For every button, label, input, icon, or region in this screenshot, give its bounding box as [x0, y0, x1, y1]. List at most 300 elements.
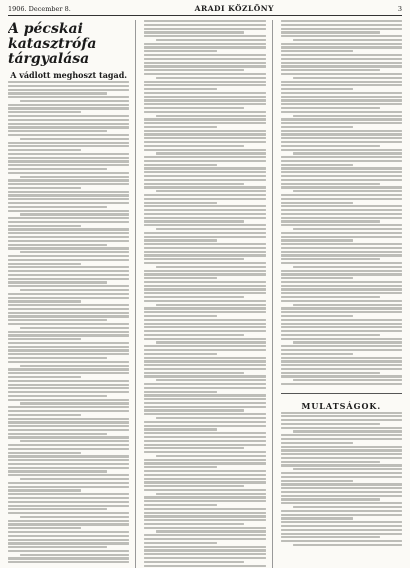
text-line-placeholder	[156, 379, 265, 381]
text-line-placeholder	[8, 240, 129, 242]
text-line-placeholder	[144, 107, 243, 109]
text-line-placeholder	[281, 145, 380, 147]
text-line-placeholder	[144, 330, 265, 332]
text-line-placeholder	[281, 171, 402, 173]
text-line-placeholder	[156, 115, 265, 117]
text-line-placeholder	[144, 186, 265, 188]
text-line-placeholder	[8, 297, 129, 299]
text-line-placeholder	[144, 508, 265, 510]
text-line-placeholder	[144, 364, 265, 366]
text-line-placeholder	[8, 338, 81, 340]
text-line-placeholder	[281, 183, 380, 185]
text-line-placeholder	[281, 525, 402, 527]
text-line-placeholder	[281, 521, 402, 523]
text-line-placeholder	[144, 194, 265, 196]
text-line-placeholder	[144, 81, 265, 83]
text-line-placeholder	[8, 406, 129, 408]
text-line-placeholder	[8, 334, 129, 336]
text-line-placeholder	[8, 92, 107, 94]
text-line-placeholder	[144, 413, 265, 415]
text-line-placeholder	[281, 236, 402, 238]
text-line-placeholder	[293, 430, 402, 432]
text-line-placeholder	[144, 46, 265, 48]
text-line-placeholder	[144, 213, 265, 215]
text-line-placeholder	[144, 31, 243, 33]
text-line-placeholder	[144, 292, 265, 294]
text-line-placeholder	[8, 221, 129, 223]
text-line-placeholder	[144, 118, 265, 120]
text-line-placeholder	[281, 92, 402, 94]
text-line-placeholder	[144, 478, 265, 480]
text-line-placeholder	[144, 444, 265, 446]
text-line-placeholder	[281, 319, 402, 321]
text-line-placeholder	[144, 96, 265, 98]
text-line-placeholder	[8, 539, 129, 541]
text-line-placeholder	[281, 476, 402, 478]
text-line-placeholder	[8, 376, 81, 378]
text-line-placeholder	[8, 489, 81, 491]
text-line-placeholder	[144, 35, 265, 37]
text-line-placeholder	[281, 164, 354, 166]
text-line-placeholder	[281, 62, 402, 64]
text-line-placeholder	[144, 270, 265, 272]
text-line-placeholder	[144, 285, 265, 287]
text-line-placeholder	[8, 217, 129, 219]
text-line-placeholder	[281, 133, 402, 135]
text-line-placeholder	[8, 96, 129, 98]
text-line-placeholder	[8, 414, 81, 416]
text-line-placeholder	[281, 498, 380, 500]
text-line-placeholder	[8, 531, 129, 533]
text-line-placeholder	[281, 262, 402, 264]
text-line-placeholder	[144, 156, 265, 158]
text-line-placeholder	[8, 346, 129, 348]
text-line-placeholder	[8, 410, 129, 412]
text-line-placeholder	[8, 505, 129, 507]
text-line-placeholder	[281, 258, 380, 260]
text-line-placeholder	[8, 452, 81, 454]
text-line-placeholder	[20, 478, 129, 480]
text-line-placeholder	[293, 152, 402, 154]
issue-date: 1906. December 8.	[8, 5, 71, 13]
text-line-placeholder	[8, 448, 129, 450]
text-line-placeholder	[281, 273, 402, 275]
text-line-placeholder	[281, 510, 402, 512]
text-line-placeholder	[8, 228, 129, 230]
text-line-placeholder	[281, 186, 402, 188]
text-line-placeholder	[281, 88, 354, 90]
text-line-placeholder	[8, 312, 129, 314]
text-line-placeholder	[281, 46, 402, 48]
text-line-placeholder	[8, 486, 129, 488]
text-line-placeholder	[8, 266, 129, 268]
text-line-placeholder	[144, 133, 265, 135]
text-line-placeholder	[144, 357, 265, 359]
text-line-placeholder	[281, 296, 380, 298]
text-line-placeholder	[144, 288, 265, 290]
text-line-placeholder	[8, 164, 129, 166]
text-line-placeholder	[281, 315, 354, 317]
text-line-placeholder	[8, 387, 129, 389]
text-line-placeholder	[281, 126, 354, 128]
text-line-placeholder	[8, 210, 129, 212]
text-line-placeholder	[8, 130, 107, 132]
text-line-placeholder	[281, 517, 354, 519]
text-line-placeholder	[8, 357, 107, 359]
text-line-placeholder	[144, 296, 243, 298]
text-line-placeholder	[281, 35, 402, 37]
text-line-placeholder	[8, 126, 129, 128]
text-line-placeholder	[144, 50, 217, 52]
text-line-placeholder	[144, 220, 243, 222]
text-line-placeholder	[20, 402, 129, 404]
text-line-placeholder	[8, 179, 129, 181]
text-line-placeholder	[8, 399, 129, 401]
text-line-placeholder	[281, 107, 380, 109]
text-line-placeholder	[281, 130, 402, 132]
text-line-placeholder	[144, 485, 243, 487]
text-line-placeholder	[8, 81, 129, 83]
text-line-placeholder	[144, 141, 265, 143]
text-line-placeholder	[144, 375, 265, 377]
text-line-placeholder	[8, 232, 129, 234]
text-line-placeholder	[8, 561, 129, 563]
text-line-placeholder	[8, 134, 129, 136]
text-line-placeholder	[144, 88, 217, 90]
text-line-placeholder	[144, 496, 265, 498]
text-line-placeholder	[8, 172, 129, 174]
text-line-placeholder	[281, 277, 354, 279]
text-line-placeholder	[281, 442, 354, 444]
text-line-placeholder	[144, 54, 265, 56]
text-line-placeholder	[281, 457, 402, 459]
text-line-placeholder	[8, 247, 129, 249]
text-line-placeholder	[281, 415, 402, 417]
text-line-placeholder	[281, 160, 402, 162]
text-line-placeholder	[8, 111, 81, 113]
text-line-placeholder	[144, 466, 217, 468]
text-line-placeholder	[281, 270, 402, 272]
text-line-placeholder	[8, 107, 129, 109]
text-line-placeholder	[144, 387, 265, 389]
text-line-placeholder	[281, 412, 402, 414]
masthead	[8, 4, 402, 16]
text-line-placeholder	[20, 138, 129, 140]
text-line-placeholder	[8, 160, 129, 162]
text-line-placeholder	[144, 254, 265, 256]
text-line-placeholder	[20, 289, 129, 291]
text-line-placeholder	[281, 254, 402, 256]
text-line-placeholder	[144, 137, 265, 139]
text-line-placeholder	[281, 137, 402, 139]
text-line-placeholder	[144, 334, 243, 336]
text-line-placeholder	[8, 119, 129, 121]
text-line-placeholder	[20, 176, 129, 178]
text-line-placeholder	[8, 259, 129, 261]
text-line-placeholder	[281, 288, 402, 290]
text-line-placeholder	[144, 436, 265, 438]
text-line-placeholder	[293, 228, 402, 230]
text-line-placeholder	[281, 202, 354, 204]
text-line-placeholder	[8, 429, 129, 431]
text-line-placeholder	[144, 470, 265, 472]
text-line-placeholder	[20, 440, 129, 442]
text-line-placeholder	[281, 111, 402, 113]
text-line-placeholder	[281, 149, 402, 151]
text-line-placeholder	[144, 428, 217, 430]
text-line-placeholder	[293, 341, 402, 343]
text-line-placeholder	[144, 69, 243, 71]
text-line-placeholder	[144, 73, 265, 75]
text-line-placeholder	[144, 432, 265, 434]
text-line-placeholder	[281, 232, 402, 234]
text-line-placeholder	[281, 122, 402, 124]
text-line-placeholder	[144, 338, 265, 340]
text-line-placeholder	[8, 157, 129, 159]
text-line-placeholder	[8, 368, 129, 370]
text-line-placeholder	[144, 394, 265, 396]
text-line-placeholder	[8, 308, 129, 310]
text-line-placeholder	[281, 307, 402, 309]
text-line-placeholder	[281, 472, 402, 474]
text-line-placeholder	[281, 536, 380, 538]
text-line-placeholder	[8, 293, 129, 295]
text-line-placeholder	[144, 217, 265, 219]
text-line-placeholder	[281, 364, 402, 366]
text-line-placeholder	[144, 160, 265, 162]
text-line-placeholder	[144, 538, 265, 540]
text-line-placeholder	[281, 247, 402, 249]
text-line-placeholder	[8, 89, 129, 91]
text-line-placeholder	[8, 444, 129, 446]
text-line-placeholder	[281, 281, 402, 283]
text-line-placeholder	[8, 319, 107, 321]
text-line-placeholder	[156, 39, 265, 41]
text-line-placeholder	[8, 421, 129, 423]
text-line-placeholder	[144, 145, 243, 147]
text-line-placeholder	[281, 179, 402, 181]
text-line-placeholder	[8, 281, 107, 283]
text-line-placeholder	[281, 349, 402, 351]
text-line-placeholder	[281, 156, 402, 158]
text-line-placeholder	[144, 481, 265, 483]
text-line-placeholder	[281, 480, 354, 482]
text-line-placeholder	[144, 315, 217, 317]
text-line-placeholder	[156, 493, 265, 495]
text-line-placeholder	[281, 194, 402, 196]
text-line-placeholder	[144, 43, 265, 45]
text-line-placeholder	[8, 274, 129, 276]
article-subhead: A vádlott meghoszt tagad.	[8, 70, 129, 80]
text-line-placeholder	[8, 342, 129, 344]
column-2	[144, 20, 272, 568]
text-line-placeholder	[144, 183, 243, 185]
text-line-placeholder	[144, 447, 243, 449]
text-line-placeholder	[8, 474, 129, 476]
text-line-placeholder	[8, 482, 129, 484]
text-line-placeholder	[8, 236, 129, 238]
text-line-placeholder	[144, 353, 217, 355]
text-line-placeholder	[8, 300, 81, 302]
text-line-placeholder	[8, 470, 107, 472]
text-line-placeholder	[281, 330, 402, 332]
text-line-placeholder	[281, 464, 402, 466]
text-line-placeholder	[156, 304, 265, 306]
text-line-placeholder	[144, 326, 265, 328]
text-line-placeholder	[144, 258, 243, 260]
article-body-placeholder	[281, 20, 402, 390]
section-body-placeholder	[281, 412, 402, 568]
text-line-placeholder	[293, 304, 402, 306]
text-line-placeholder	[144, 402, 265, 404]
text-line-placeholder	[281, 24, 402, 26]
text-line-placeholder	[8, 542, 129, 544]
column-3	[281, 20, 402, 568]
text-line-placeholder	[156, 455, 265, 457]
text-line-placeholder	[8, 198, 129, 200]
article-headline: A pécskai katasztrófa tárgyalása	[8, 22, 129, 67]
text-line-placeholder	[144, 542, 217, 544]
text-line-placeholder	[8, 123, 129, 125]
text-line-placeholder	[281, 326, 402, 328]
text-line-placeholder	[8, 493, 129, 495]
text-line-placeholder	[8, 380, 129, 382]
text-line-placeholder	[144, 130, 265, 132]
text-line-placeholder	[281, 453, 402, 455]
text-line-placeholder	[281, 243, 402, 245]
text-line-placeholder	[8, 278, 129, 280]
text-line-placeholder	[8, 512, 129, 514]
text-line-placeholder	[281, 43, 402, 45]
text-line-placeholder	[144, 459, 265, 461]
text-line-placeholder	[8, 557, 129, 559]
text-line-placeholder	[144, 179, 265, 181]
text-line-placeholder	[281, 529, 402, 531]
text-line-placeholder	[293, 77, 402, 79]
text-line-placeholder	[20, 251, 129, 253]
text-line-placeholder	[144, 360, 265, 362]
text-line-placeholder	[8, 142, 129, 144]
text-line-placeholder	[8, 255, 129, 257]
text-line-placeholder	[281, 514, 402, 516]
text-line-placeholder	[156, 530, 265, 532]
text-line-placeholder	[8, 433, 107, 435]
text-line-placeholder	[144, 489, 265, 491]
text-line-placeholder	[281, 533, 402, 535]
text-line-placeholder	[20, 100, 129, 102]
text-line-placeholder	[281, 217, 402, 219]
text-line-placeholder	[156, 77, 265, 79]
text-line-placeholder	[144, 58, 265, 60]
text-line-placeholder	[144, 561, 243, 563]
text-line-placeholder	[281, 375, 402, 377]
text-line-placeholder	[144, 451, 265, 453]
text-line-placeholder	[281, 58, 402, 60]
text-line-placeholder	[144, 198, 265, 200]
article-body-placeholder	[144, 20, 265, 568]
text-line-placeholder	[8, 418, 129, 420]
text-line-placeholder	[144, 164, 217, 166]
text-line-placeholder	[8, 550, 129, 552]
text-line-placeholder	[8, 361, 129, 363]
text-line-placeholder	[8, 149, 81, 151]
text-line-placeholder	[293, 39, 402, 41]
text-line-placeholder	[8, 459, 129, 461]
text-line-placeholder	[281, 103, 402, 105]
text-line-placeholder	[144, 277, 217, 279]
text-line-placeholder	[281, 383, 402, 385]
text-line-placeholder	[281, 175, 402, 177]
text-line-placeholder	[281, 446, 402, 448]
text-line-placeholder	[8, 187, 81, 189]
text-line-placeholder	[144, 527, 265, 529]
text-line-placeholder	[281, 372, 380, 374]
text-line-placeholder	[8, 463, 129, 465]
text-line-placeholder	[144, 99, 265, 101]
page-number: 3	[398, 5, 402, 13]
text-line-placeholder	[281, 461, 380, 463]
text-line-placeholder	[8, 244, 107, 246]
text-line-placeholder	[144, 372, 243, 374]
text-line-placeholder	[281, 198, 402, 200]
text-line-placeholder	[281, 84, 402, 86]
text-line-placeholder	[144, 243, 265, 245]
text-line-placeholder	[8, 145, 129, 147]
text-line-placeholder	[281, 31, 380, 33]
text-line-placeholder	[293, 190, 402, 192]
text-line-placeholder	[281, 54, 402, 56]
text-line-placeholder	[281, 338, 402, 340]
text-line-placeholder	[8, 331, 129, 333]
text-line-placeholder	[144, 251, 265, 253]
text-line-placeholder	[281, 491, 402, 493]
text-line-placeholder	[281, 334, 380, 336]
text-line-placeholder	[144, 519, 265, 521]
text-line-placeholder	[144, 500, 265, 502]
text-line-placeholder	[156, 341, 265, 343]
text-line-placeholder	[281, 96, 402, 98]
text-line-placeholder	[8, 115, 129, 117]
text-line-placeholder	[8, 304, 129, 306]
text-line-placeholder	[144, 65, 265, 67]
text-line-placeholder	[8, 153, 129, 155]
text-line-placeholder	[144, 300, 265, 302]
text-line-placeholder	[144, 512, 265, 514]
text-line-placeholder	[293, 468, 402, 470]
text-line-placeholder	[156, 417, 265, 419]
text-line-placeholder	[281, 167, 402, 169]
divider	[281, 393, 402, 394]
text-line-placeholder	[144, 474, 265, 476]
text-line-placeholder	[281, 449, 402, 451]
text-line-placeholder	[8, 194, 129, 196]
text-line-placeholder	[8, 391, 129, 393]
text-line-placeholder	[281, 285, 402, 287]
text-line-placeholder	[281, 73, 402, 75]
text-line-placeholder	[20, 516, 129, 518]
text-line-placeholder	[144, 440, 265, 442]
text-line-placeholder	[281, 69, 380, 71]
text-line-placeholder	[281, 438, 402, 440]
text-line-placeholder	[144, 406, 265, 408]
text-line-placeholder	[8, 455, 129, 457]
text-line-placeholder	[8, 349, 129, 351]
text-line-placeholder	[281, 239, 354, 241]
text-line-placeholder	[8, 285, 129, 287]
text-line-placeholder	[8, 520, 129, 522]
text-line-placeholder	[8, 85, 129, 87]
text-line-placeholder	[144, 273, 265, 275]
